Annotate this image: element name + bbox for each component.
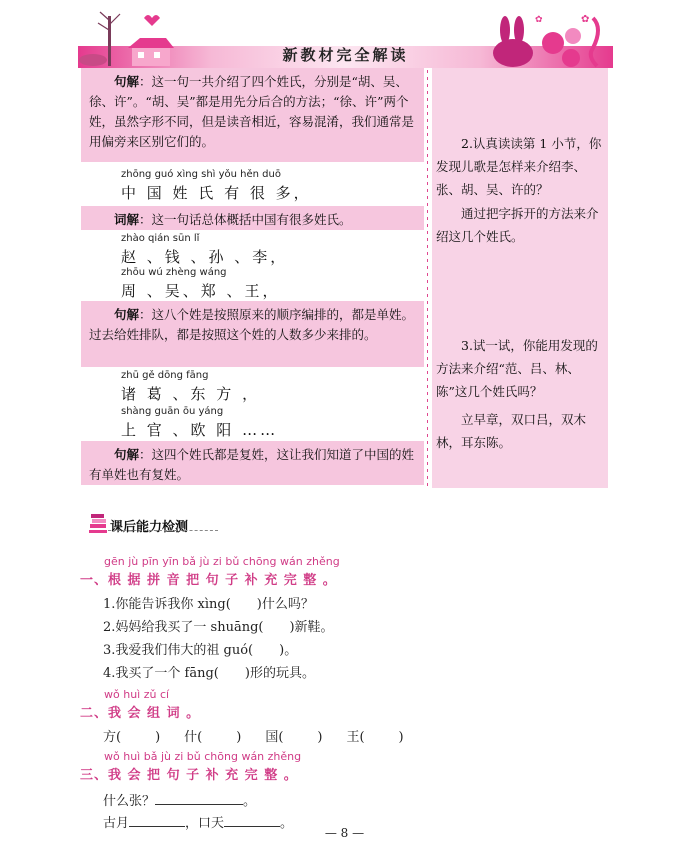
item-text: )。 [279, 643, 298, 658]
note-label: 句解 [114, 74, 140, 89]
exercise-3-heading: 三、我 会 把 句 子 补 充 完 整 。 [80, 768, 298, 783]
item-text: ) [317, 730, 323, 745]
note-label: 句解 [114, 307, 140, 322]
verse-line: 上 官 、欧 阳 …… [121, 421, 279, 439]
sentence-note-3 [81, 441, 424, 485]
item-text: 1.你能告诉我你 xìng( [103, 597, 231, 612]
verse-line: 中 国 姓 氏 有 很 多， [121, 184, 312, 202]
item-text: 国( [265, 730, 284, 745]
exercise-1-heading: 一、根 据 拼 音 把 句 子 补 充 完 整 。 [80, 573, 337, 588]
item-text: ) [236, 730, 242, 745]
pinyin-line: zhōng guó xìng shì yǒu hěn duō [121, 169, 281, 180]
item-text: )形的玩具。 [244, 666, 315, 681]
question-2: 2.认真读读第 1 小节，你发现儿歌是怎样来介绍李、张、胡、吴、许的？ [436, 136, 602, 197]
exercise-1-item [103, 616, 334, 635]
book-stack-icon [88, 512, 108, 534]
page-number: — 8 — [324, 826, 365, 840]
item-text: ) [155, 730, 161, 745]
exercise-2-heading: 二、我 会 组 词 。 [80, 706, 201, 721]
item-text: 3.我爱我们伟大的祖 guó( [103, 643, 254, 658]
pinyin-line: zhào qián sūn lǐ [121, 233, 200, 244]
note-text: ：这一句一共介绍了四个姓氏，分别是“胡、吴、徐、许”。“胡、吴”都是用先分后合的方法；“徐、许”两个姓，虽然字形不同，但是读音相近，容易混淆，我们通常是用偏旁来区别它们的。 [89, 74, 415, 149]
question-panel [432, 68, 608, 488]
exercise-1-item [103, 639, 297, 658]
item-text: 方( [103, 730, 122, 745]
exercise-2-pinyin: wǒ huì zǔ cí [104, 688, 170, 701]
exercise-1-item [103, 662, 315, 681]
answer-blank[interactable] [155, 792, 243, 805]
sentence-note-1 [81, 68, 424, 162]
exercise-3-line [103, 790, 256, 809]
note-label: 句解 [114, 447, 140, 462]
answer-2: 通过把字拆开的方法来介绍这几个姓氏。 [436, 206, 599, 244]
exercise-3-pinyin: wǒ huì bǎ jù zi bǔ chōng wán zhěng [104, 750, 302, 763]
dotted-divider [427, 70, 428, 486]
book-title: 新教材完全解读 [282, 46, 409, 64]
page-header [78, 8, 613, 68]
exercise-2-items [103, 726, 404, 745]
verse-line: 周 、吴、郑 、王， [121, 282, 281, 300]
word-note [81, 206, 424, 230]
sentence-note-2 [81, 301, 424, 367]
svg-text:✿: ✿ [535, 15, 543, 25]
item-text: 什么张？ [103, 794, 156, 809]
note-label: 词解 [114, 212, 140, 227]
pinyin-line: zhū gě dōng fāng [121, 370, 209, 381]
exercise-1-item [103, 593, 314, 612]
item-text: 什( [184, 730, 203, 745]
item-text: 。 [280, 816, 294, 831]
note-text: ：这四个姓氏都是复姓，这让我们知道了中国的姓有单姓也有复姓。 [89, 447, 415, 482]
item-text: ，口天 [185, 816, 225, 831]
verse-line: 诸 葛 、东 方 ， [121, 385, 261, 403]
text-explanation-panel [81, 68, 424, 488]
item-text: 4.我买了一个 fāng( [103, 666, 219, 681]
verse-line: 赵 、钱 、孙 、李， [121, 248, 289, 266]
item-text: 。 [243, 794, 257, 809]
section-title-text: 课后能力检测 [110, 520, 189, 535]
svg-text:✿: ✿ [581, 14, 590, 25]
pinyin-line: zhōu wú zhèng wáng [121, 267, 227, 278]
section-underline [108, 528, 218, 531]
item-text: )什么吗？ [256, 597, 314, 612]
item-text: ) [398, 730, 404, 745]
item-text: 古月 [103, 816, 130, 831]
item-text: )新鞋。 [289, 620, 334, 635]
item-text: 王( [346, 730, 365, 745]
note-text: ：这八个姓是按照原来的顺序编排的，都是单姓。过去给姓排队，都是按照这个姓的人数多少来排的。 [89, 307, 415, 342]
question-3: 3.试一试，你能用发现的方法来介绍“范、吕、林、陈”这几个姓氏吗？ [436, 338, 598, 399]
note-text: ：这一句话总体概括中国有很多姓氏。 [139, 212, 352, 227]
answer-3: 立早章，双口吕，双木林，耳东陈。 [436, 412, 587, 450]
item-text: 2.妈妈给我买了一 shuāng( [103, 620, 264, 635]
pinyin-line: shàng guān ōu yáng [121, 406, 224, 417]
exercise-1-pinyin: gēn jù pīn yīn bǎ jù zi bǔ chōng wán zhěng [104, 555, 340, 568]
